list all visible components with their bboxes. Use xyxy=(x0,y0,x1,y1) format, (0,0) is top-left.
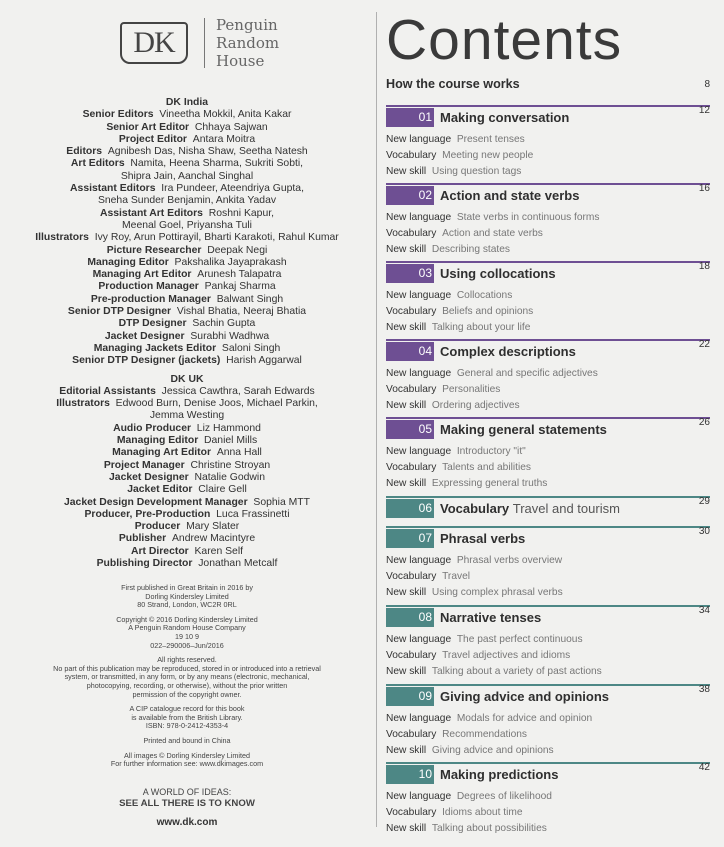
column-divider xyxy=(376,12,377,827)
imprint-block xyxy=(44,752,330,769)
unit-detail-row xyxy=(386,150,533,161)
credit-line xyxy=(20,497,354,509)
unit-title xyxy=(440,186,579,205)
detail-label: New language xyxy=(386,368,452,379)
credit-names: Liz Hammond xyxy=(196,422,261,434)
credit-role: Managing Art Editor xyxy=(112,447,212,459)
detail-value: Using question tags xyxy=(431,166,522,177)
imprint-line: First published in Great Britain in 2016 by xyxy=(121,583,253,592)
credit-role: Managing Editor xyxy=(116,435,199,447)
slogan xyxy=(60,787,314,809)
credit-names: Mary Slater xyxy=(186,521,240,533)
credit-names: Namita, Heena Sharma, Sukriti Sobti, xyxy=(130,158,304,170)
credit-line xyxy=(20,460,354,472)
toc-page-number: 22 xyxy=(698,339,710,350)
credits-section-heading: DK UK xyxy=(170,373,204,385)
unit-detail-row xyxy=(386,290,512,301)
unit-number-badge: 01 xyxy=(386,108,434,127)
unit-title-text: Using collocations xyxy=(440,266,556,281)
unit-detail-row xyxy=(386,666,602,677)
detail-value: Describing states xyxy=(431,244,511,255)
credit-line xyxy=(20,245,354,257)
detail-label: New skill xyxy=(386,666,427,677)
toc-page-number: 8 xyxy=(704,79,710,90)
unit-header xyxy=(386,762,710,784)
unit-rule xyxy=(386,605,710,607)
unit-header xyxy=(386,339,710,361)
detail-value: Talents and abilities xyxy=(442,462,531,473)
detail-value: Idioms about time xyxy=(442,807,523,818)
credit-names: Anna Hall xyxy=(216,447,262,459)
unit-number-badge: 06 xyxy=(386,499,434,518)
credit-line xyxy=(20,398,354,410)
credit-names: Chhaya Sajwan xyxy=(194,121,268,133)
unit-header xyxy=(386,417,710,439)
imprint-line: 80 Strand, London, WC2R 0RL xyxy=(137,600,237,610)
credit-names: Natalie Godwin xyxy=(194,471,265,483)
credit-role: Senior Art Editor xyxy=(106,121,190,133)
unit-header xyxy=(386,605,710,627)
credit-line xyxy=(20,355,354,367)
imprint-line: A CIP catalogue record for this book xyxy=(129,704,245,714)
imprint-line: Dorling Kindersley Limited xyxy=(145,591,229,601)
credit-line xyxy=(20,521,354,533)
unit-header xyxy=(386,496,710,518)
unit-rule xyxy=(386,183,710,185)
credit-line xyxy=(20,447,354,459)
detail-label: Vocabulary xyxy=(386,729,437,740)
unit-title-text: Vocabulary xyxy=(440,501,510,516)
detail-value: Collocations xyxy=(456,290,513,301)
credit-role: Art Editors xyxy=(70,158,125,170)
credit-line xyxy=(20,134,354,146)
unit-detail-row xyxy=(386,322,530,333)
toc-page-number: 42 xyxy=(698,762,710,773)
detail-label: New language xyxy=(386,134,452,145)
unit-title xyxy=(440,608,541,627)
detail-label: Vocabulary xyxy=(386,571,437,582)
unit-rule xyxy=(386,526,710,528)
imprint-line: Copyright © 2016 Dorling Kindersley Limited xyxy=(116,614,258,624)
imprint-line: All rights reserved. xyxy=(157,655,217,665)
credit-role: Publishing Director xyxy=(96,557,193,569)
credit-line xyxy=(20,158,354,170)
unit-title xyxy=(440,687,609,706)
unit-title-text: Phrasal verbs xyxy=(440,531,526,546)
unit-title xyxy=(440,765,558,784)
credits-section-heading: DK India xyxy=(165,97,209,108)
credit-line xyxy=(20,220,354,232)
unit-number-badge: 10 xyxy=(386,765,434,784)
detail-label: Vocabulary xyxy=(386,384,437,395)
unit-title xyxy=(440,499,620,518)
credit-line xyxy=(20,318,354,330)
detail-label: New skill xyxy=(386,745,427,756)
credit-role: Pre-production Manager xyxy=(90,293,211,305)
unit-detail-row xyxy=(386,400,520,411)
detail-label: New skill xyxy=(386,823,427,834)
credit-role: Jacket Design Development Manager xyxy=(63,496,248,508)
unit-detail-row xyxy=(386,134,525,145)
imprint-block xyxy=(44,705,330,731)
credit-role: Senior DTP Designer xyxy=(67,306,172,318)
detail-value: Present tenses xyxy=(456,134,525,145)
imprint-line: 022–290006–Jun/2016 xyxy=(150,640,224,650)
detail-value: Travel adjectives and idioms xyxy=(442,650,571,661)
unit-rule xyxy=(386,105,710,107)
credit-line xyxy=(20,410,354,422)
credit-names: Christine Stroyan xyxy=(190,459,271,471)
unit-header xyxy=(386,261,710,283)
unit-header xyxy=(386,183,710,205)
credit-line xyxy=(20,533,354,545)
credit-line xyxy=(20,281,354,293)
slogan-line: SEE ALL THERE IS TO KNOW xyxy=(119,798,255,809)
credit-line xyxy=(20,558,354,570)
detail-value: Expressing general truths xyxy=(431,478,548,489)
credit-line xyxy=(20,484,354,496)
credit-names: Agnibesh Das, Nisha Shaw, Seetha Natesh xyxy=(107,146,308,158)
logo-divider xyxy=(204,18,205,68)
unit-title xyxy=(440,264,556,283)
credit-names: Jonathan Metcalf xyxy=(198,557,278,569)
unit-rule xyxy=(386,496,710,498)
credit-role: Managing Art Editor xyxy=(92,269,192,281)
credit-line xyxy=(20,269,354,281)
unit-detail-row xyxy=(386,244,510,255)
unit-detail-row xyxy=(386,228,543,239)
credit-names: Jessica Cawthra, Sarah Edwards xyxy=(161,385,315,397)
toc-entry-title: How the course works xyxy=(386,77,520,91)
detail-label: Vocabulary xyxy=(386,807,437,818)
detail-value: Talking about possibilities xyxy=(431,823,547,834)
unit-detail-row xyxy=(386,823,547,834)
credit-role: Producer, Pre-Production xyxy=(84,508,211,520)
detail-value: Action and state verbs xyxy=(442,228,543,239)
credit-role: Managing Jackets Editor xyxy=(93,342,217,354)
credit-role: Assistant Art Editors xyxy=(99,207,203,219)
credit-role: Senior DTP Designer (jackets) xyxy=(72,355,221,367)
unit-detail-row xyxy=(386,384,500,395)
detail-value: State verbs in continuous forms xyxy=(456,212,600,223)
slogan-line: A WORLD OF IDEAS: xyxy=(142,787,232,797)
detail-label: New language xyxy=(386,713,452,724)
credit-role: Audio Producer xyxy=(113,422,192,434)
website-link[interactable]: www.dk.com xyxy=(156,817,218,828)
detail-value: Phrasal verbs overview xyxy=(456,555,563,566)
detail-label: New language xyxy=(386,290,452,301)
unit-header xyxy=(386,526,710,548)
imprint-line: system, or transmitted, in any form, or by any means (electronic, mechanical, xyxy=(64,672,310,682)
detail-value: Recommendations xyxy=(442,729,528,740)
credit-names: Shipra Jain, Aanchal Singhal xyxy=(120,170,254,182)
unit-detail-row xyxy=(386,446,526,457)
unit-number-badge: 08 xyxy=(386,608,434,627)
unit-detail-row xyxy=(386,791,552,802)
unit-rule xyxy=(386,339,710,341)
detail-value: Giving advice and opinions xyxy=(431,745,554,756)
credit-line xyxy=(20,423,354,435)
toc-page-number: 26 xyxy=(698,417,710,428)
detail-value: Personalities xyxy=(442,384,501,395)
unit-title xyxy=(440,529,525,548)
credit-names: Antara Moitra xyxy=(192,133,256,145)
unit-detail-row xyxy=(386,587,563,598)
credit-line xyxy=(20,472,354,484)
unit-detail-row xyxy=(386,713,592,724)
credit-line xyxy=(20,171,354,183)
detail-value: The past perfect continuous xyxy=(456,634,583,645)
unit-title-text: Giving advice and opinions xyxy=(440,689,610,704)
page-title: Contents xyxy=(386,8,623,72)
unit-title-text: Narrative tenses xyxy=(440,610,542,625)
detail-label: New language xyxy=(386,634,452,645)
penguin-random-house-logo xyxy=(216,16,279,70)
imprint-line: For further information see: www.dkimages.com xyxy=(110,759,264,769)
credit-line xyxy=(20,109,354,121)
credit-line xyxy=(20,257,354,269)
credit-names: Vishal Bhatia, Neeraj Bhatia xyxy=(176,306,307,318)
credits-list xyxy=(20,97,354,570)
unit-number-badge: 07 xyxy=(386,529,434,548)
imprint-line: is available from the British Library. xyxy=(131,712,243,722)
logo-text-line: Random xyxy=(216,34,280,52)
credit-names: Jemma Westing xyxy=(149,410,225,422)
contents-column xyxy=(386,0,716,847)
unit-detail-row xyxy=(386,306,533,317)
detail-value: Travel xyxy=(442,571,471,582)
unit-detail-row xyxy=(386,571,470,582)
unit-title-text: Action and state verbs xyxy=(440,188,580,203)
detail-label: New skill xyxy=(386,400,427,411)
credit-role: Production Manager xyxy=(98,281,199,293)
credit-names: Deepak Negi xyxy=(207,244,268,256)
detail-value: Ordering adjectives xyxy=(431,400,520,411)
toc-page-number: 29 xyxy=(698,496,710,507)
credit-names: Arunesh Talapatra xyxy=(197,269,282,281)
unit-subtitle: Travel and tourism xyxy=(512,501,620,516)
imprint-line: photocopying, recording, or otherwise), without the prior written xyxy=(86,680,288,690)
credit-names: Ivy Roy, Arun Pottirayil, Bharti Karakoti, Rahul Kumar xyxy=(94,232,339,244)
imprint-line: ISBN: 978-0-2412-4353-4 xyxy=(145,721,229,731)
credit-names: Luca Frassinetti xyxy=(216,508,290,520)
imprint-block xyxy=(44,656,330,699)
credit-role: Illustrators xyxy=(35,232,89,244)
unit-detail-row xyxy=(386,478,547,489)
credit-names: Balwant Singh xyxy=(216,293,284,305)
detail-label: New skill xyxy=(386,166,427,177)
unit-title xyxy=(440,342,576,361)
detail-label: New skill xyxy=(386,322,427,333)
credit-names: Pakshalika Jayaprakash xyxy=(174,256,287,268)
unit-detail-row xyxy=(386,462,531,473)
credit-line xyxy=(20,546,354,558)
credit-names: Sachin Gupta xyxy=(192,318,256,330)
credit-role: Assistant Editors xyxy=(70,183,156,195)
unit-detail-row xyxy=(386,650,570,661)
credit-names: Karen Self xyxy=(194,545,244,557)
unit-title xyxy=(440,108,569,127)
credit-names: Vineetha Mokkil, Anita Kakar xyxy=(159,109,292,121)
imprint-line: Printed and bound in China xyxy=(143,735,231,745)
credit-line xyxy=(20,343,354,355)
imprint-line: A Penguin Random House Company xyxy=(128,623,246,633)
unit-title-text: Making conversation xyxy=(440,110,570,125)
credit-names: Edwood Burn, Denise Joos, Michael Parkin, xyxy=(115,398,318,410)
unit-detail-row xyxy=(386,745,554,756)
credit-names: Ira Pundeer, Ateendriya Gupta, xyxy=(161,183,304,195)
credit-role: Picture Researcher xyxy=(106,244,202,256)
toc-page-number: 16 xyxy=(698,183,710,194)
unit-detail-row xyxy=(386,807,522,818)
toc-page-number: 38 xyxy=(698,684,710,695)
detail-label: New language xyxy=(386,212,452,223)
unit-detail-row xyxy=(386,368,598,379)
credit-names: Sneha Sunder Benjamin, Ankita Yadav xyxy=(97,195,277,207)
credit-names: Saloni Singh xyxy=(221,342,281,354)
credit-role: Producer xyxy=(134,521,181,533)
unit-rule xyxy=(386,417,710,419)
credit-line xyxy=(20,195,354,207)
detail-value: Using complex phrasal verbs xyxy=(431,587,563,598)
detail-value: Degrees of likelihood xyxy=(456,791,552,802)
credit-role: Illustrators xyxy=(56,398,110,410)
credit-line xyxy=(20,208,354,220)
credit-names: Roshni Kapur, xyxy=(208,207,275,219)
unit-title-text: Making predictions xyxy=(440,767,559,782)
credit-line xyxy=(20,509,354,521)
unit-number-badge: 09 xyxy=(386,687,434,706)
credit-names: Sophia MTT xyxy=(253,496,310,508)
credit-role: Project Editor xyxy=(118,133,187,145)
credit-role: Project Manager xyxy=(103,459,185,471)
unit-header xyxy=(386,684,710,706)
detail-label: New language xyxy=(386,555,452,566)
detail-value: Introductory "it" xyxy=(456,446,526,457)
toc-page-number: 12 xyxy=(698,105,710,116)
credit-role: Editors xyxy=(66,146,103,158)
dk-logo: DK xyxy=(120,22,188,64)
credit-names: Surabhi Wadhwa xyxy=(190,330,270,342)
unit-detail-row xyxy=(386,212,600,223)
credit-names: Claire Gell xyxy=(198,484,247,496)
imprint-notice xyxy=(44,584,330,775)
credit-role: Editorial Assistants xyxy=(59,385,156,397)
unit-rule xyxy=(386,762,710,764)
credit-names: Pankaj Sharma xyxy=(204,281,276,293)
unit-detail-row xyxy=(386,555,562,566)
toc-page-number: 18 xyxy=(698,261,710,272)
logo-text-line: Penguin xyxy=(216,16,278,34)
credit-names: Andrew Macintyre xyxy=(171,533,256,545)
detail-label: New skill xyxy=(386,587,427,598)
imprint-line: All images © Dorling Kindersley Limited xyxy=(124,750,250,760)
toc-page-number: 30 xyxy=(698,526,710,537)
credit-role: Senior Editors xyxy=(82,109,154,121)
credit-role: Jacket Designer xyxy=(109,471,189,483)
unit-rule xyxy=(386,261,710,263)
credit-line xyxy=(20,331,354,343)
credit-role: Publisher xyxy=(118,533,167,545)
unit-header xyxy=(386,105,710,127)
unit-title xyxy=(440,420,607,439)
detail-label: Vocabulary xyxy=(386,150,437,161)
credit-line xyxy=(20,294,354,306)
toc-entry-how-course-works[interactable] xyxy=(386,77,710,93)
detail-value: Modals for advice and opinion xyxy=(456,713,593,724)
credit-role: Art Director xyxy=(130,545,189,557)
imprint-block xyxy=(44,584,330,610)
detail-value: General and specific adjectives xyxy=(456,368,598,379)
credit-role: Jacket Editor xyxy=(127,484,193,496)
credit-role: DTP Designer xyxy=(118,318,187,330)
unit-rule xyxy=(386,684,710,686)
credit-names: Harish Aggarwal xyxy=(226,355,302,367)
unit-detail-row xyxy=(386,729,527,740)
detail-value: Beliefs and opinions xyxy=(442,306,534,317)
detail-label: New language xyxy=(386,446,452,457)
detail-label: Vocabulary xyxy=(386,650,437,661)
credit-line xyxy=(20,122,354,134)
detail-label: Vocabulary xyxy=(386,306,437,317)
credit-line xyxy=(20,306,354,318)
unit-title-text: Complex descriptions xyxy=(440,344,576,359)
imprint-block xyxy=(44,737,330,746)
detail-value: Talking about your life xyxy=(431,322,531,333)
detail-label: New skill xyxy=(386,478,427,489)
unit-number-badge: 03 xyxy=(386,264,434,283)
credit-line xyxy=(20,435,354,447)
imprint-block xyxy=(44,616,330,650)
unit-title-text: Making general statements xyxy=(440,422,607,437)
imprint-line: 19 10 9 xyxy=(175,631,199,641)
credit-names: Daniel Mills xyxy=(204,435,258,447)
detail-value: Meeting new people xyxy=(442,150,534,161)
detail-label: New language xyxy=(386,791,452,802)
unit-number-badge: 05 xyxy=(386,420,434,439)
detail-label: Vocabulary xyxy=(386,228,437,239)
credit-role: Jacket Designer xyxy=(104,330,185,342)
unit-number-badge: 02 xyxy=(386,186,434,205)
credit-line xyxy=(20,146,354,158)
unit-detail-row xyxy=(386,634,583,645)
unit-number-badge: 04 xyxy=(386,342,434,361)
credit-names: Meenal Goel, Priyansha Tuli xyxy=(122,219,252,231)
detail-label: New skill xyxy=(386,244,427,255)
unit-detail-row xyxy=(386,166,521,177)
credit-line xyxy=(20,183,354,195)
credit-line xyxy=(20,232,354,244)
credit-line xyxy=(20,386,354,398)
imprint-line: permission of the copyright owner. xyxy=(132,689,242,699)
logo-text-line: House xyxy=(216,52,265,70)
imprint-line: No part of this publication may be reproduced, stored in or introduced into a retrieval xyxy=(53,663,321,673)
toc-page-number: 34 xyxy=(698,605,710,616)
credit-role: Managing Editor xyxy=(87,256,169,268)
detail-label: Vocabulary xyxy=(386,462,437,473)
publisher-logo xyxy=(120,18,320,70)
detail-value: Talking about a variety of past actions xyxy=(431,666,602,677)
